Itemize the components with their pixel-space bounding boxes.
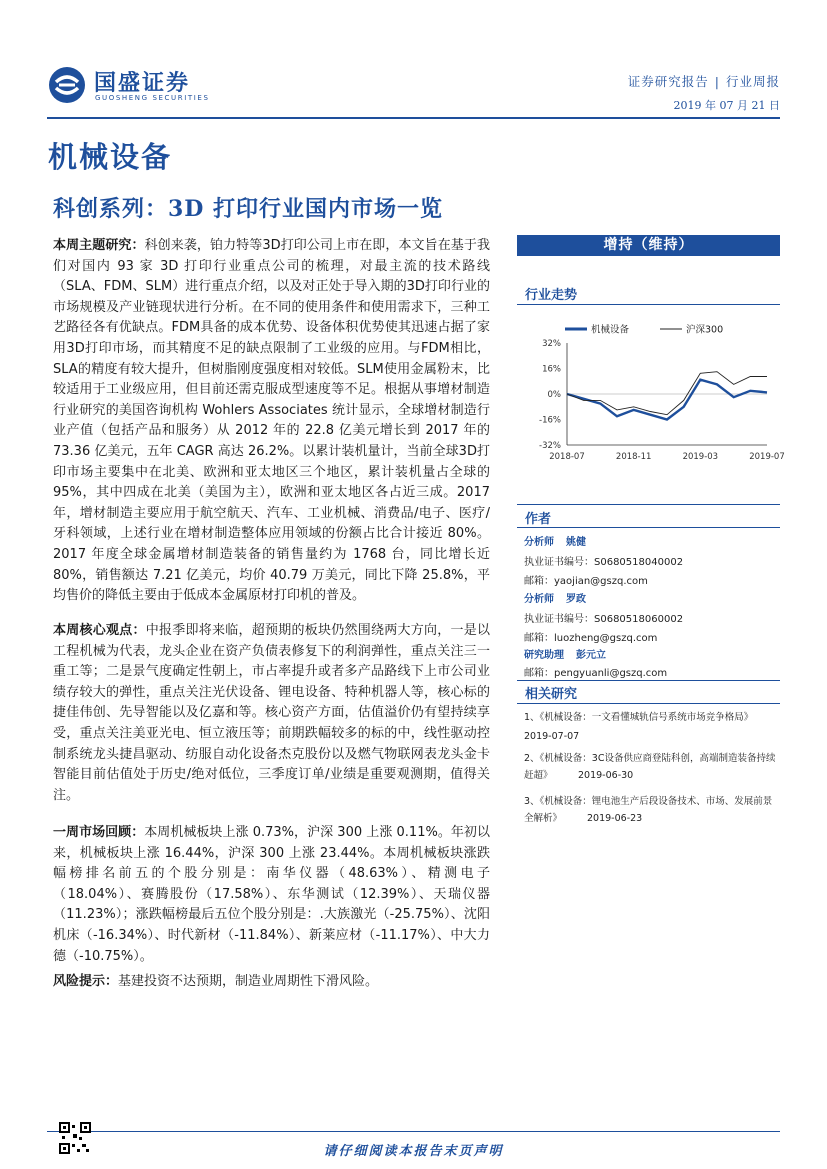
author-role: 研究助理 (524, 650, 564, 661)
author-row (524, 646, 606, 661)
market-review-paragraph (53, 823, 490, 967)
y-tick-label: -16% (539, 415, 561, 426)
y-tick-label: 0% (547, 390, 561, 400)
industry-heading: 机械设备 (48, 140, 173, 174)
email-address[interactable]: yaojian@gszq.com (554, 576, 648, 587)
header-divider (47, 117, 780, 119)
rating-badge: 增持（维持） (517, 235, 780, 256)
section-divider (517, 703, 780, 704)
x-tick-label: 2019-07 (749, 452, 785, 462)
author-cert (524, 553, 683, 568)
author-role: 分析师 (524, 537, 554, 548)
author-cert (524, 610, 683, 625)
trend-section-title: 行业走势 (525, 288, 578, 303)
report-date: 2019 年 07 月 21 日 (673, 99, 780, 112)
y-tick-label: -32% (539, 441, 561, 451)
paragraph-text: 本周机械板块上涨 0.73%，沪深 300 上涨 0.11%。年初以来，机械板块上涨 16.44%，沪深 300 上涨 23.44%。本周机械板块涨跌幅榜排名前五的个股分别是：南华仪器（48.63%）、精测电子（18.04%）、赛腾股份（17.58%）、东华测试（12.39%）、天瑞仪器（11.23%）；涨跌幅榜最后五位个股分别是：.大族激光（-25.75%）、沈阳机床（-16.34%）、时代新材（-11.84%）、新莱应材（-11.17%）、中大力德（-10.75%）。 (53, 825, 490, 964)
related-report-date: 2019-06-23 (587, 813, 643, 824)
risk-paragraph (53, 972, 490, 993)
related-report-title[interactable]: 2、《机械设备：3C设备供应商登陆科创，高端制造装备持续赶超》 (524, 753, 776, 781)
logo-name-en: GUOSHENG SECURITIES (95, 94, 210, 102)
y-tick-label: 32% (542, 339, 561, 349)
section-divider (517, 504, 780, 505)
related-report-title[interactable]: 3、《机械设备：锂电池生产后段设备技术、市场、发展前景全解析》 (524, 796, 773, 824)
report-type-separator: | (714, 74, 720, 89)
related-report-item[interactable] (524, 793, 780, 827)
related-report-date: 2019-07-07 (524, 731, 580, 742)
report-meta (628, 72, 780, 113)
related-report-date: 2019-06-30 (578, 770, 634, 781)
industry-trend-chart (517, 320, 785, 470)
author-row (524, 533, 586, 548)
x-tick-label: 2019-03 (682, 452, 719, 462)
email-label: 邮箱： (524, 668, 554, 679)
paragraph-text: 基建投资不达预期，制造业周期性下滑风险。 (118, 974, 379, 989)
related-report-item[interactable] (524, 709, 780, 745)
cert-number: S0680518040002 (594, 557, 684, 568)
paragraph-lead: 一周市场回顾： (53, 825, 145, 840)
author-name: 姚健 (566, 537, 586, 548)
report-type (628, 72, 780, 90)
footer-divider (47, 1131, 780, 1132)
section-divider (517, 527, 780, 528)
weekly-theme-paragraph (53, 236, 490, 607)
author-name: 罗政 (566, 594, 586, 605)
author-role: 分析师 (524, 594, 554, 605)
legend-label: 沪深300 (686, 324, 724, 336)
x-tick-label: 2018-07 (549, 452, 585, 462)
report-kind-label: 行业周报 (725, 74, 780, 89)
email-label: 邮箱： (524, 576, 554, 587)
author-row (524, 590, 586, 605)
report-type-label: 证券研究报告 (627, 74, 709, 89)
paragraph-lead: 本周核心观点： (53, 623, 146, 638)
core-view-paragraph (53, 621, 490, 806)
author-email[interactable] (524, 664, 667, 679)
author-email[interactable] (524, 629, 657, 644)
author-name: 彭元立 (576, 650, 606, 661)
paragraph-lead: 本周主题研究： (53, 238, 145, 253)
email-address[interactable]: pengyuanli@gszq.com (554, 668, 668, 679)
company-logo (48, 62, 223, 108)
cert-label: 执业证书编号： (524, 614, 594, 625)
logo-name-cn: 国盛证券 (94, 71, 191, 96)
paragraph-text: 科创来袭，铂力特等3D打印公司上市在即，本文旨在基于我们对国内 93 家 3D 打印行业重点公司的梳理，对最主流的技术路线（SLA、FDM、SLM）进行重点介绍，以及对正处于导入期的3D打印行业的市场规模及产业链现状进行分析。在不同的使用条件和使用需求下，三种工艺路径各有优缺点。FDM具备的成本优势、设备体积优势使其迅速占据了家用3D打印市场，而其精度不足的缺点限制了工业级的应用。与FDM相比，SLA的精度有较大提升，但树脂刚度强度相对较低。SLM使用金属粉末，比较适用于工业级应用，但目前还需克服成型速度等不足。根据从事增材制造行业研究的美国咨询机构 Wohlers Associates 统计显示，全球增材制造行业产值（包括产品和服务）从 2012 年的 22.8 亿美元增长到 2017 年的 73.36 亿美元，五年 CAGR 高达 26.2%。以累计装机量计，当前全球3D打印市场主要集中在北美、欧洲和亚太地区三个地区，累计装机量占全球的 95%，其中四成在北美（美国为主），欧洲和亚太地区各占近三成。2017 年，增材制造主要应用于航空航天、汽车、工业机械、消费品/电子、医疗/牙科领域，上述行业在增材制造整体应用领域的份额占比合计接近 80%。2017 年度全球金属增材制造装备的销售量约为 1768 台，同比增长近 80%，销售额达 7.21 亿美元，均价 40.79 万美元，同比下降 25.8%，平均售价的降低主要由于低成本金属原材打印机的普及。 (53, 238, 490, 604)
x-tick-label: 2018-11 (615, 452, 652, 462)
related-report-item[interactable] (524, 750, 780, 784)
cert-number: S0680518060002 (594, 614, 684, 625)
paragraph-lead: 风险提示： (53, 974, 119, 989)
logo-mark-icon (48, 66, 86, 104)
paragraph-text: 中报季即将来临，超预期的板块仍然围绕两大方向，一是以工程机械为代表，龙头企业在资产负债表修复下的利润弹性，重点关注三一重工等；二是景气度确定性朝上，市占率提升或者多产品路线下上市公司业绩存较大的弹性，重点关注光伏设备、锂电设备、特种机器人等，核心标的捷佳伟创、先导智能以及亿嘉和等。核心资产方面，估值溢价仍有望持续享受，重点关注美亚光电、恒立液压等；前期跌幅较多的标的中，线性驱动控制系统龙头捷昌驱动、纺服自动化设备杰克股份以及燃气物联网表龙头金卡智能目前估值处于历史/绝对低位，三季度订单/业绩是重要观测期，值得关注。 (53, 623, 490, 803)
related-report-title[interactable]: 1、《机械设备：一文看懂城轨信号系统市场竞争格局》 (524, 712, 754, 723)
author-section-title: 作者 (525, 512, 552, 527)
author-email[interactable] (524, 572, 648, 587)
related-section-title: 相关研究 (525, 687, 578, 702)
section-divider (517, 304, 780, 305)
email-address[interactable]: luozheng@gszq.com (554, 633, 658, 644)
footer-notice: 请仔细阅读本报告末页声明 (323, 1144, 504, 1159)
report-title: 科创系列：3D 打印行业国内市场一览 (53, 196, 444, 222)
cert-label: 执业证书编号： (524, 557, 594, 568)
series-line-csi300 (567, 372, 767, 415)
series-line-machinery (567, 380, 767, 420)
legend-label: 机械设备 (591, 324, 630, 336)
y-tick-label: 16% (542, 364, 561, 375)
email-label: 邮箱： (524, 633, 554, 644)
section-divider (517, 680, 780, 681)
